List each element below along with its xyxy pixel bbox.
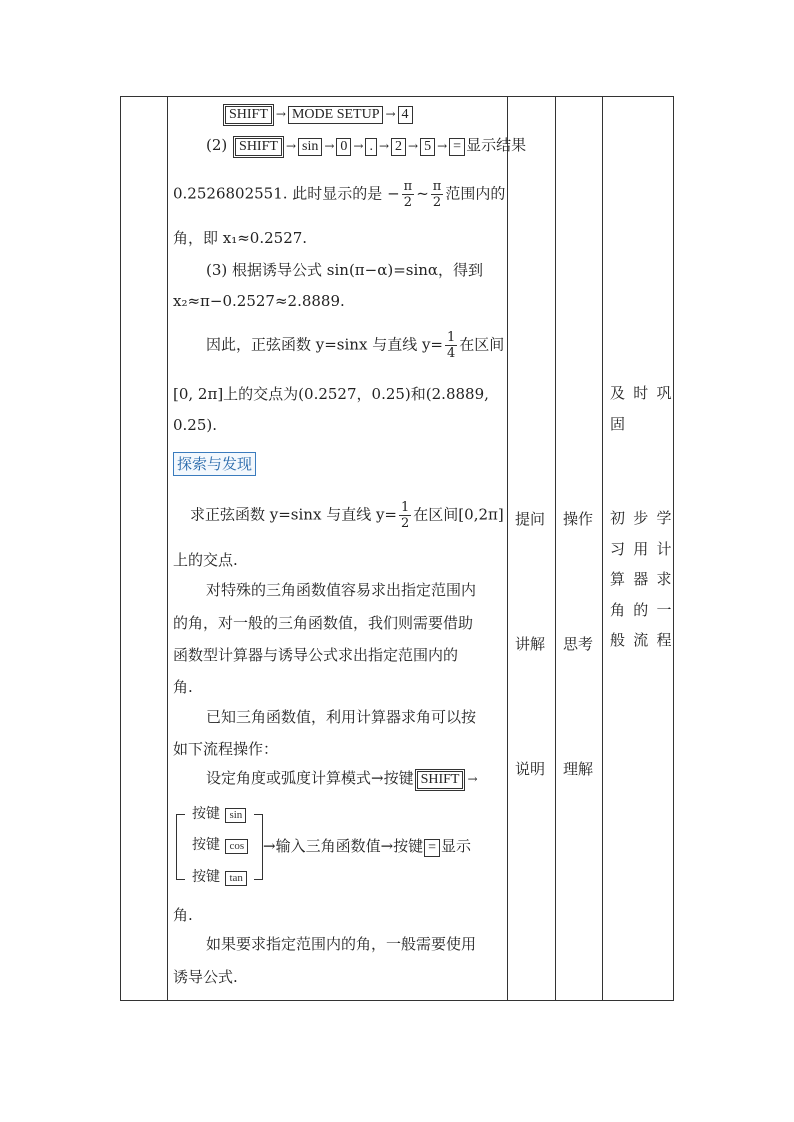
section-label-explore: 探索与发现 <box>173 452 256 476</box>
therefore-prefix: 因此，正弦函数 y=sinx 与直线 y= <box>206 335 444 354</box>
flow-key-cos: 按键 cos <box>192 836 249 854</box>
flow-end-line: 角. <box>173 906 193 924</box>
teacher-activity: 说明 <box>515 760 546 778</box>
explore-prefix: 求正弦函数 y=sinx 与直线 y= <box>190 505 398 524</box>
minus-sign: − <box>387 184 400 203</box>
flow-right-bracket <box>254 814 263 880</box>
paragraph-line: 对特殊的三角函数值容易求出指定范围内 <box>206 581 477 599</box>
calculator-key: 0 <box>336 138 351 156</box>
calculator-key: SHIFT <box>415 769 466 791</box>
paragraph-line: 函数型计算器与诱导公式求出指定范围内的 <box>173 646 459 664</box>
explore-suffix: 在区间[0,2π] <box>413 505 504 524</box>
paragraph-line: 已知三角函数值，利用计算器求角可以按 <box>206 708 477 726</box>
intent-line: 算器求 <box>610 570 680 588</box>
student-activity: 操作 <box>563 510 594 528</box>
explore-line <box>190 500 504 531</box>
intent-line: 角的一 <box>610 600 680 619</box>
table-bottom-border <box>120 1000 674 1001</box>
intent-line: 般流程 <box>610 631 680 649</box>
calculator-key: 2 <box>391 138 406 156</box>
table-top-border <box>120 96 674 97</box>
step-number: (2) <box>206 136 228 154</box>
calculator-key: = <box>424 839 440 857</box>
paragraph-line: 诱导公式. <box>173 968 238 986</box>
fraction-pi-over-2: $\frac{\pi}{2}$ <box>432 179 442 210</box>
range-text: 范围内的 <box>445 184 506 203</box>
fraction-one-quarter: $\frac{1}{4}$ <box>447 330 456 361</box>
calculator-key: sin <box>225 808 246 823</box>
table-col-border <box>507 96 508 1001</box>
therefore-suffix: 在区间 <box>459 335 505 354</box>
step2-suffix: 显示结果 <box>466 136 527 154</box>
result-text: 0.2526802551. 此时显示的是 <box>173 184 383 203</box>
step3-line: (3) 根据诱导公式 sin(π−α)=sinα，得到 <box>206 261 484 279</box>
paragraph-line: 如下流程操作： <box>173 740 279 758</box>
table-col-border <box>602 96 603 1001</box>
teacher-activity: 提问 <box>515 510 546 528</box>
intersections-line: [0, 2π]上的交点为(0.2527，0.25)和(2.8889, <box>173 385 489 403</box>
flow-left-bracket <box>176 814 185 880</box>
x1-line: 角，即 x₁≈0.2527. <box>173 229 308 247</box>
table-col-border <box>555 96 556 1001</box>
x2-line: x₂≈π−0.2527≈2.8889. <box>173 292 345 310</box>
teacher-activity: 讲解 <box>515 635 546 653</box>
calculator-key: sin <box>298 138 322 156</box>
intersections-end-line: 0.25). <box>173 416 218 434</box>
paragraph-line: 角. <box>173 678 193 696</box>
paragraph-line: 如果要求指定范围内的角，一般需要使用 <box>206 935 477 953</box>
intent-line: 及时巩 <box>610 384 680 402</box>
flow-key-tan: 按键 tan <box>192 868 248 886</box>
calculator-key: 4 <box>398 106 413 124</box>
flow-key-sin: 按键 sin <box>192 805 247 823</box>
table-col-border <box>120 96 121 1001</box>
result-line <box>173 179 505 210</box>
therefore-line <box>206 330 504 361</box>
intent-block-consolidate <box>610 378 680 439</box>
flow-after-line: →输入三角函数值→按键 = 显示 <box>263 837 472 855</box>
flow-text: 设定角度或弧度计算模式→按键 <box>206 769 414 787</box>
intent-block-learn <box>610 503 680 656</box>
student-activity: 理解 <box>563 760 594 778</box>
paragraph-line: 的角，对一般的三角函数值，我们则需要借助 <box>173 614 474 632</box>
student-activity: 思考 <box>563 635 594 653</box>
tilde-sign: ~ <box>416 184 429 203</box>
calculator-key: SHIFT <box>223 104 274 126</box>
intent-line: 固 <box>610 414 634 433</box>
calculator-key: tan <box>225 871 246 886</box>
setup-key-sequence: SHIFT → MODE SETUP → 4 <box>222 103 414 126</box>
intent-line: 初步学 <box>610 509 680 527</box>
fraction-one-half: $\frac{1}{2}$ <box>401 500 410 531</box>
calculator-key: = <box>449 138 465 156</box>
calculator-key: SHIFT <box>233 136 284 158</box>
fraction-pi-over-2: $\frac{\pi}{2}$ <box>403 179 413 210</box>
calculator-key: . <box>365 138 377 156</box>
calculator-key: 5 <box>420 138 435 156</box>
explore-end-line: 上的交点. <box>173 551 238 569</box>
intent-line: 习用计 <box>610 539 680 558</box>
table-col-border <box>167 96 168 1001</box>
step2-key-sequence: (2) SHIFT → sin → 0 → . → 2 → 5 → = 显示结果 <box>206 135 526 158</box>
flow-line: 设定角度或弧度计算模式→按键 SHIFT → <box>206 768 479 791</box>
calculator-key: MODE SETUP <box>288 106 384 124</box>
calculator-key: cos <box>225 839 248 854</box>
